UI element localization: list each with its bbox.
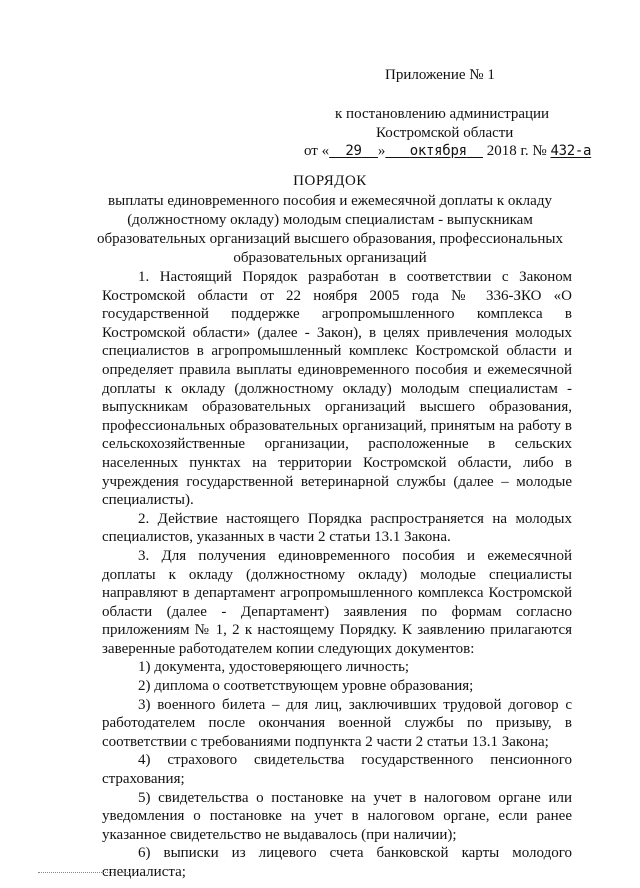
region-name: Костромской области [376, 125, 514, 141]
date-day-value: 29 [345, 143, 362, 159]
date-mid: » [377, 143, 386, 159]
appendix-number: Приложение № 1 [385, 67, 495, 83]
date-month [385, 143, 483, 159]
list-item: 6) выписки из лицевого счета банковской карты молодого специалиста; [102, 845, 572, 880]
document-body [102, 268, 572, 882]
list-item: 2) диплома о соответствующем уровне образования; [138, 678, 474, 695]
decree-reference: к постановлению администрации [335, 106, 550, 122]
list-item: 5) свидетельства о постановке на учет в налоговом органе или уведомления о постановке на учет в налоговом органе, если ранее указанное свидетельство не выдавалось (при наличии); [102, 789, 572, 843]
date-day [329, 143, 378, 159]
document-subtitle: выплаты единовременного пособия и ежемесячной доплаты к окладу (должностному окладу) молодым специалистам - выпускникам образовательных организаций высшего образования, профессиональных образовательных организаций [96, 193, 563, 266]
paragraph-1: 1. Настоящий Порядок разработан в соответствии с Законом Костромской области от 22 ноября 2005 года № 336-ЗКО «О государственной поддержке агропромышленного комплекса в Костромской области» (далее - Закон), в целях привлечения молодых специалистов в агропромышленный комплекс Костромской области и определяет правила выплаты единовременного пособия и ежемесячной доплаты к окладу (должностному окладу) молодым специалистам - выпускникам образовательных организаций высшего образования, профессиональных образовательных организаций, принятым на работу в сельскохозяйственные организации, расположенные в сельских населенных пунктах на территории Костромской области, либо в учреждения государственной ветеринарной службы (далее – молодые специалисты). [102, 269, 572, 509]
list-item: 4) страхового свидетельства государственного пенсионного страхования; [102, 752, 572, 788]
list-item: 1) документа, удостоверяющего личность; [138, 659, 410, 676]
date-prefix: от « [304, 143, 330, 159]
date-year: 2018 г. № [486, 143, 547, 159]
decree-date-line [304, 142, 591, 161]
footer-divider [38, 872, 130, 873]
list-item: 3) военного билета – для лиц, заключивших трудовой договор с работодателем после окончания военной службы по призыву, в соответствии с требованиями подпункта 2 части 2 статьи 13.1 Закона; [102, 696, 572, 750]
paragraph-3: 3. Для получения единовременного пособия и ежемесячной доплаты к окладу (должностному окладу) молодые специалисты направляют в департамент агропромышленного комплекса Костромской области (далее - Департамент) заявления по формам согласно приложениям № 1, 2 к настоящему Порядку. К заявлению прилагаются заверенные работодателем копии следующих документов: [102, 547, 572, 657]
paragraph-2: 2. Действие настоящего Порядка распространяется на молодых специалистов, указанных в части 2 статьи 13.1 Закона. [102, 510, 572, 546]
date-month-value: октября [409, 143, 467, 159]
decree-number: 432-а [550, 143, 592, 159]
document-title: ПОРЯДОК [293, 173, 367, 189]
